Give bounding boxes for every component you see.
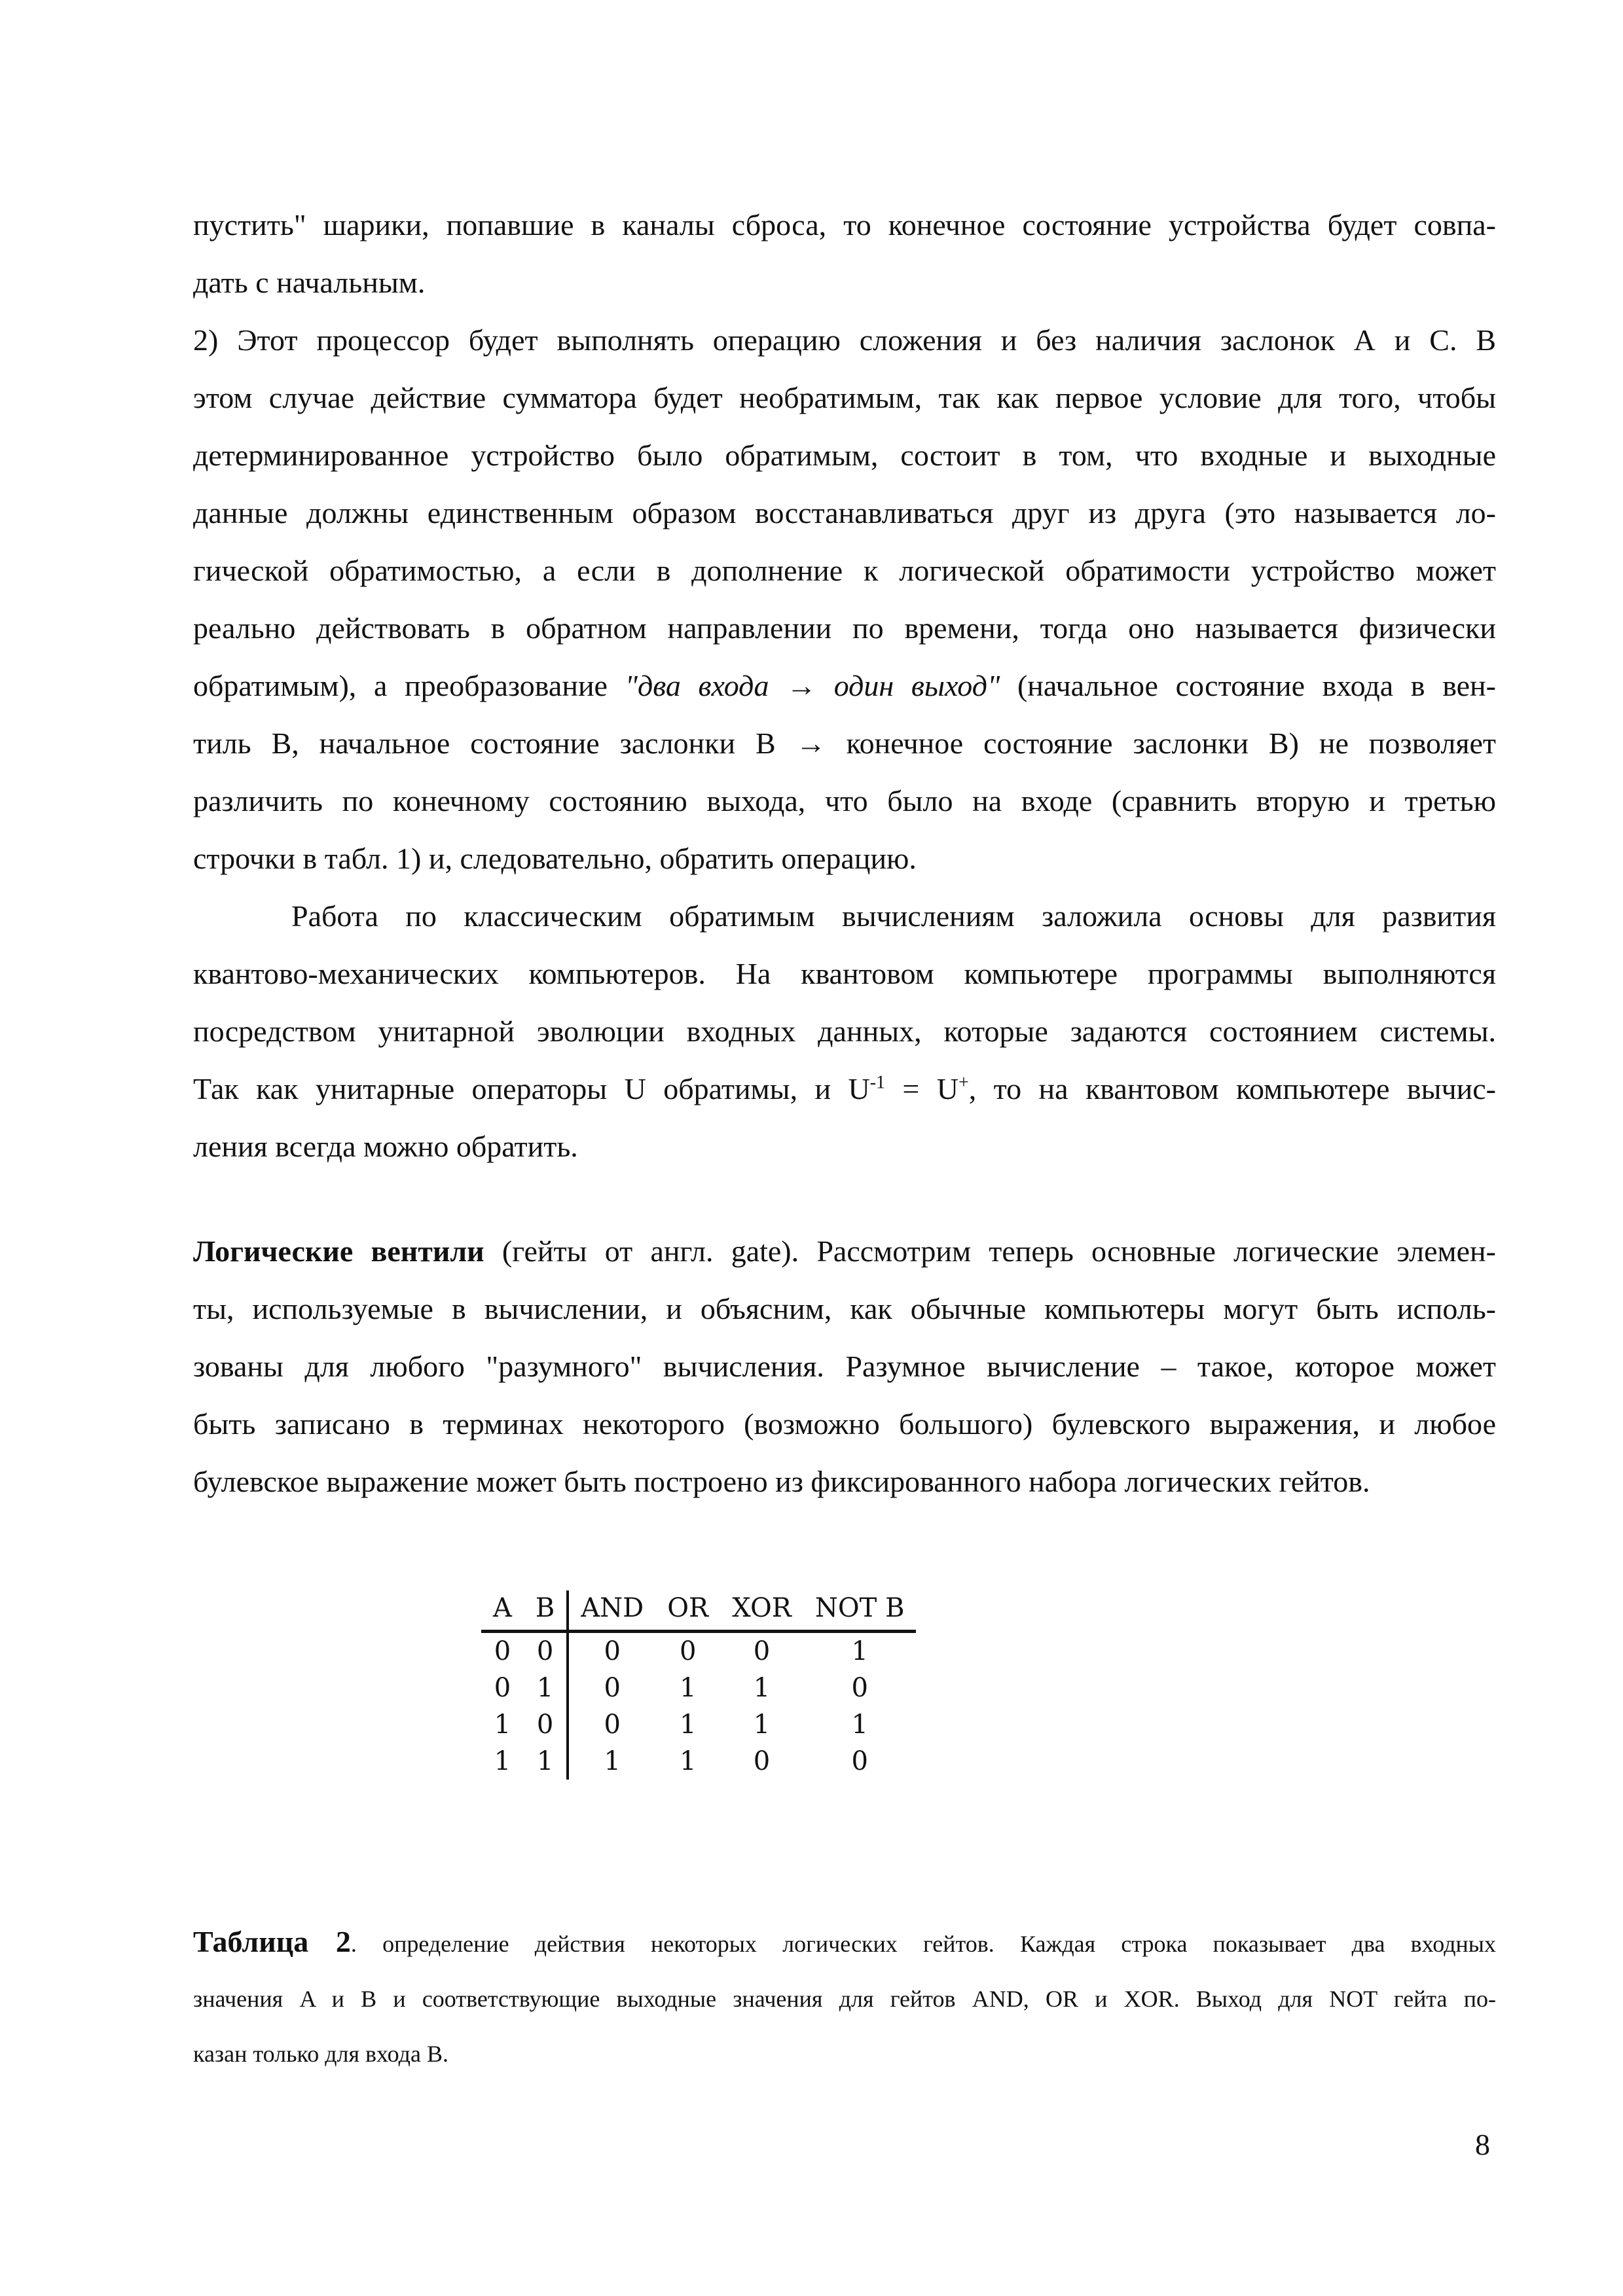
paragraph-adder-irreversibility (193, 312, 1496, 888)
text-line: Работа по классическим обратимым вычислениям заложила основы для развития (291, 899, 1496, 933)
table-cell: 1 (851, 1636, 868, 1666)
table-cell: 0 (604, 1636, 621, 1666)
table-cell: 1 (494, 1710, 511, 1740)
text-line: дать с начальным. (193, 266, 426, 299)
table-cell: 1 (494, 1746, 511, 1776)
table-cell: 0 (851, 1673, 868, 1703)
truth-table-container (481, 1590, 916, 1780)
text-segment: , то на квантовом компьютере вычис- (968, 1072, 1496, 1105)
text-line: реально действовать в обратном направлении по времени, тогда оно называется физически (193, 611, 1496, 645)
header-not-b: NOT B (814, 1593, 905, 1623)
table-row (481, 1670, 916, 1706)
table-cell: 0 (753, 1746, 771, 1776)
text-line: булевское выражение может быть построено из фиксированного набора логических гейтов. (193, 1465, 1370, 1498)
text-line: ления всегда можно обратить. (193, 1130, 578, 1163)
text-line: пустить" шарики, попавшие в каналы сброса, то конечное состояние устройства будет совпа- (193, 208, 1496, 242)
italic-phrase: "два входа → один выход" (625, 669, 1000, 702)
text-segment: = U (885, 1072, 958, 1105)
table-cell: 1 (524, 1670, 568, 1706)
text-line (193, 1060, 1496, 1118)
table-cell: 1 (680, 1746, 697, 1776)
table-cell: 1 (753, 1710, 771, 1740)
table-cell: 1 (604, 1746, 621, 1776)
text-segment: обратимым), а преобразование (193, 669, 625, 702)
table-cell: 0 (604, 1673, 621, 1703)
text-segment: (гейты от англ. gate). Рассмотрим теперь основные логические элемен- (484, 1234, 1496, 1268)
table-cell: 0 (604, 1710, 621, 1740)
table-cell: 0 (753, 1636, 771, 1666)
paragraph-quantum-computing (193, 888, 1496, 1175)
text-segment: (начальное состояние входа в вен- (1000, 669, 1496, 702)
table-cell: 1 (851, 1710, 868, 1740)
table-cell: 0 (524, 1632, 568, 1670)
text-line: квантово-механических компьютеров. На квантовом компьютере программы выполняются (193, 957, 1496, 990)
header-xor: XOR (732, 1593, 792, 1623)
table-cell: 0 (494, 1636, 511, 1666)
caption-line (193, 1914, 1496, 1971)
header-or: OR (667, 1593, 709, 1623)
table-row (481, 1743, 916, 1780)
table-cell: 1 (680, 1673, 697, 1703)
table-cell: 1 (524, 1743, 568, 1780)
table-cell: 0 (494, 1673, 511, 1703)
superscript: -1 (869, 1072, 886, 1093)
header-b: B (524, 1590, 568, 1632)
table-caption (193, 1914, 1496, 2081)
text-line: посредством унитарной эволюции входных данных, которые задаются состоянием системы. (193, 1014, 1496, 1048)
text-line: строчки в табл. 1) и, следовательно, обратить операцию. (193, 842, 917, 875)
text-line: быть записано в терминах некоторого (возможно большого) булевского выражения, и любое (193, 1407, 1496, 1441)
header-a: A (493, 1593, 512, 1623)
truth-table (481, 1590, 916, 1780)
text-line: детерминированное устройство было обратимым, состоит в том, что входные и выходные (193, 439, 1496, 472)
paragraph-logic-gates (193, 1223, 1496, 1511)
bold-term: Логические вентили (193, 1234, 484, 1268)
table-cell: 0 (680, 1636, 697, 1666)
text-line: тиль В, начальное состояние заслонки В → конечное состояние заслонки В) не позволяет (193, 726, 1496, 760)
caption-title: Таблица 2 (193, 1925, 351, 1958)
caption-line: значения A и B и соответствующие выходные значения для гейтов AND, OR и XOR. Выход для NOT гейта по- (193, 1986, 1496, 2012)
caption-line: казан только для входа B. (193, 2041, 448, 2067)
text-line: различить по конечному состоянию выхода, что было на входе (сравнить вторую и третью (193, 784, 1496, 817)
caption-text: . определение действия некоторых логических гейтов. Каждая строка показывает два входных (350, 1931, 1496, 1957)
text-line: гической обратимостью, а если в дополнение к логической обратимости устройство может (193, 554, 1496, 587)
table-header-row (481, 1590, 916, 1632)
text-line: данные должны единственным образом восстанавливаться друг из друга (это называется ло- (193, 496, 1496, 529)
table-cell: 0 (524, 1706, 568, 1743)
paragraph-continuation (193, 196, 1496, 312)
text-line: 2) Этот процессор будет выполнять операцию сложения и без наличия заслонок А и С. В (193, 323, 1496, 357)
page-number: 8 (1475, 2128, 1490, 2161)
text-line (193, 1223, 1496, 1280)
text-line: ты, используемые в вычислении, и объясним, как обычные компьютеры могут быть исполь- (193, 1292, 1496, 1325)
superscript: + (958, 1072, 969, 1093)
table-cell: 1 (680, 1710, 697, 1740)
table-cell: 1 (753, 1673, 771, 1703)
text-segment: Так как унитарные операторы U обратимы, и U (193, 1072, 870, 1105)
table-row (481, 1632, 916, 1670)
table-row (481, 1706, 916, 1743)
header-and: AND (581, 1593, 644, 1623)
text-line (193, 657, 1496, 715)
text-line: этом случае действие сумматора будет необратимым, так как первое условие для того, чтобы (193, 381, 1496, 414)
table-cell: 0 (851, 1746, 868, 1776)
text-line: зованы для любого "разумного" вычисления. Разумное вычисление – такое, которое может (193, 1350, 1496, 1383)
